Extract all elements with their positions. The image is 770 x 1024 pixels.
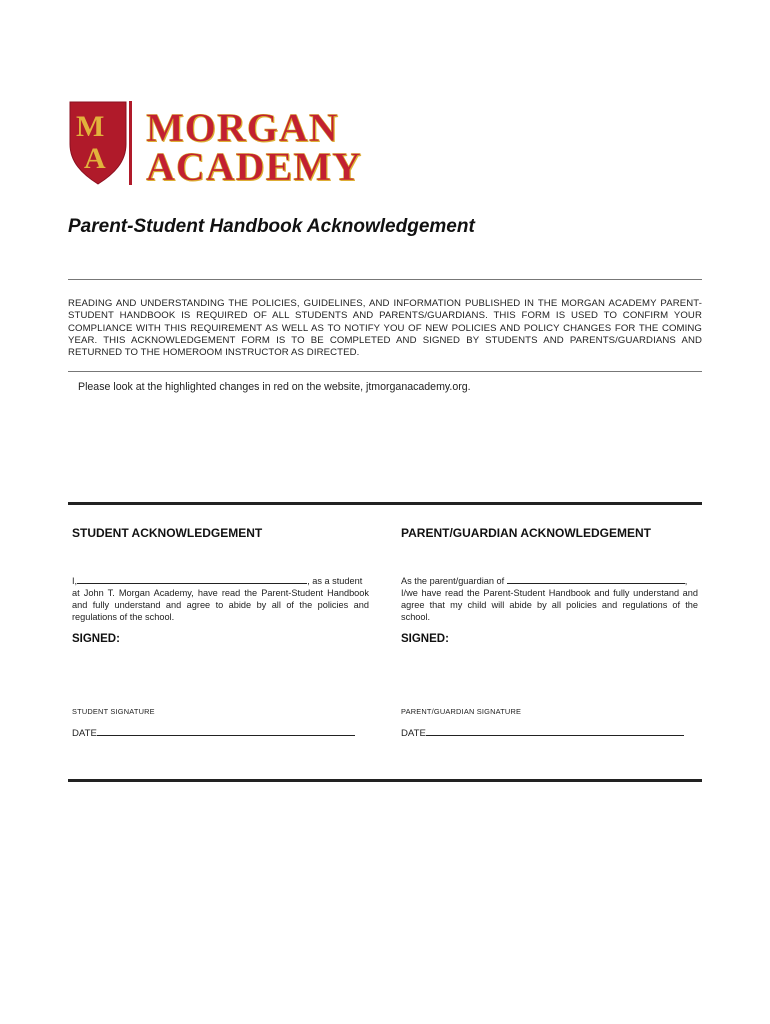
logo-divider [129,101,132,185]
parent-ack-paragraph [401,575,698,623]
parent-date-label: DATE [401,728,426,739]
student-signature-label: STUDENT SIGNATURE [72,707,155,716]
parent-signature-label: PARENT/GUARDIAN SIGNATURE [401,707,522,716]
student-ack-heading: STUDENT ACKNOWLEDGEMENT [72,526,263,540]
svg-text:A: A [84,142,106,175]
student-date-label: DATE [72,728,97,739]
intro-paragraph: READING AND UNDERSTANDING THE POLICIES, GUIDELINES, AND INFORMATION PUBLISHED IN THE MORGAN ACADEMY PARENT-STUDENT HANDBOOK IS REQUIRED OF ALL STUDENTS AND PARENTS/GUARDIANS. THIS FORM IS USED TO CONFIRM YOUR COMPLIANCE WITH THIS REQUIREMENT AS WELL AS TO NOTIFY YOU OF NEW POLICIES AND POLICY CHANGES FOR THE COMING YEAR. THIS ACKNOWLEDGEMENT FORM IS TO BE COMPLETED AND SIGNED BY STUDENTS AND PARENTS/GUARDIANS AND RETURNED TO THE HOMEROOM INSTRUCTOR AS DIRECTED. [68,298,702,359]
student-name-prefix: I, [72,576,78,586]
student-signed-label: SIGNED: [72,633,120,645]
student-ack-paragraph [72,575,369,623]
intro-divider [68,371,702,372]
student-name-field[interactable] [77,583,307,584]
title-divider [68,279,702,280]
svg-text:M: M [76,110,105,143]
student-date-line [72,728,355,739]
parent-ack-heading: PARENT/GUARDIAN ACKNOWLEDGEMENT [401,526,651,540]
parent-date-line [401,728,684,739]
logo-text-academy: ACADEMY [146,144,362,189]
page-title: Parent-Student Handbook Acknowledgement [68,216,475,237]
section-top-rule [68,502,702,505]
parent-child-suffix: , [684,576,688,586]
child-name-field[interactable] [507,583,685,584]
student-date-field[interactable] [97,735,355,736]
parent-date-field[interactable] [426,735,684,736]
student-ack-body: at John T. Morgan Academy, have read the Parent-Student Handbook and fully understand and agree to abide by all of the policies and regulations of the school. [72,588,369,622]
morgan-academy-shield-logo [68,100,128,186]
student-name-suffix: , as a student [307,576,363,586]
parent-signed-label: SIGNED: [401,633,449,645]
section-bottom-rule [68,779,702,782]
logo-text-morgan: MORGAN [146,105,339,150]
parent-ack-body: I/we have read the Parent-Student Handbook and fully understand and agree that my child will abide by all policies and regulations of the school. [401,588,698,622]
parent-child-prefix: As the parent/guardian of [401,576,505,586]
website-note: Please look at the highlighted changes in red on the website, jtmorganacademy.org. [78,381,471,393]
